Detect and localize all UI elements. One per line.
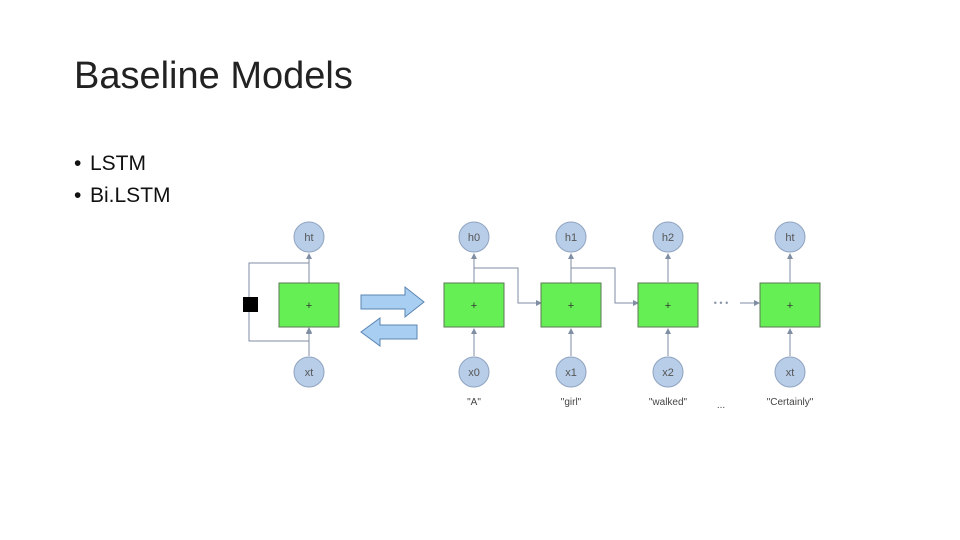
input-word: "walked" bbox=[648, 397, 688, 408]
input-word: "girl" bbox=[560, 397, 582, 408]
cell-label: + bbox=[567, 300, 575, 312]
hidden-state-label: ht bbox=[785, 232, 795, 244]
unrolled-step bbox=[444, 222, 504, 408]
backward-arrow-icon bbox=[361, 318, 417, 346]
cell-label: + bbox=[664, 300, 672, 312]
input-word: "A" bbox=[467, 397, 481, 408]
input-label: x0 bbox=[468, 367, 480, 379]
cell-label: + bbox=[470, 300, 478, 312]
recurrent-connections bbox=[474, 268, 759, 308]
bullet-text: LSTM bbox=[90, 152, 147, 175]
unrolled-step bbox=[541, 222, 601, 408]
hidden-state-label: h2 bbox=[661, 232, 675, 244]
forward-arrow-icon bbox=[361, 287, 424, 317]
hidden-state-label: ht bbox=[304, 232, 314, 244]
cell-label: + bbox=[305, 300, 313, 312]
bullet-item-lstm: • LSTM bbox=[74, 152, 147, 175]
input-word: "Certainly" bbox=[766, 397, 814, 408]
bullet-text: Bi.LSTM bbox=[90, 184, 171, 207]
input-label: xt bbox=[304, 367, 314, 379]
cell-label: + bbox=[786, 300, 794, 312]
hidden-state-label: h1 bbox=[564, 232, 578, 244]
hidden-state-label: h0 bbox=[467, 232, 481, 244]
ellipsis-dots: • • • bbox=[713, 298, 729, 308]
input-label: x2 bbox=[662, 367, 674, 379]
bullet-item-bilstm: • Bi.LSTM bbox=[74, 184, 171, 207]
unrolled-step bbox=[760, 222, 820, 408]
input-label: x1 bbox=[565, 367, 577, 379]
slide-title: Baseline Models bbox=[74, 55, 353, 97]
unrolled-step bbox=[638, 222, 698, 408]
input-label: xt bbox=[785, 367, 795, 379]
ellipsis-text: ... bbox=[716, 400, 726, 411]
recurrent-marker bbox=[243, 297, 258, 312]
folded-lstm bbox=[243, 222, 339, 387]
